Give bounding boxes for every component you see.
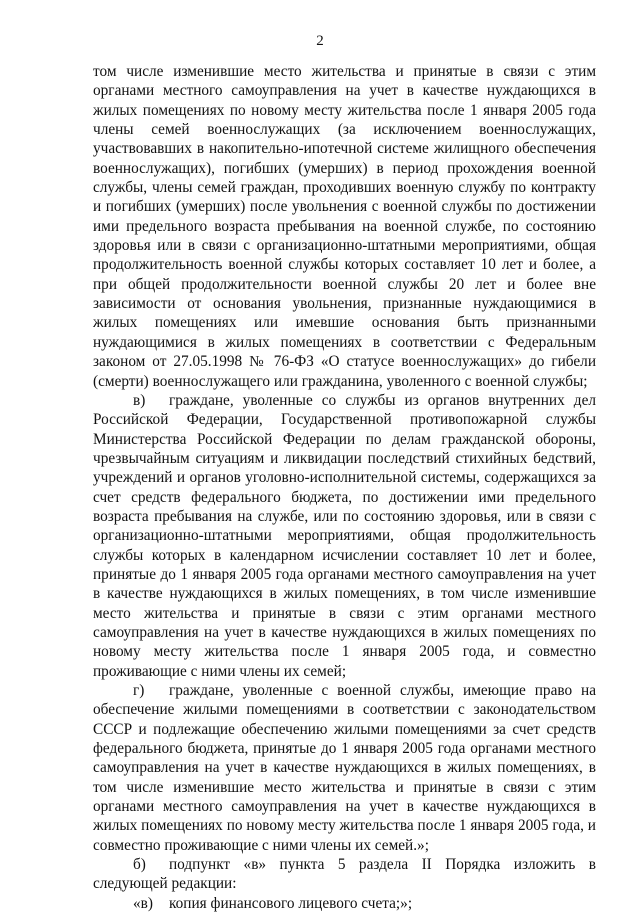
page-number: 2 <box>316 33 324 49</box>
list-marker: б) <box>133 856 146 874</box>
paragraph-text: том числе изменившие место жительства и принятые в связи с этим органами местного самоуправления на учет в качестве нуждающихся в жилых помещениях по новому месту жительства после 1 января 2005 года члены семей военнослужащих (за исключением военнослужащих, участвовавших в накопительно-ипотечной системе жилищного обеспечения военнослужащих), погибших (умерших) в период прохождения военной службы, члены семей граждан, проходивших военную службу по контракту и погибших (умерших) после увольнения с военной службы по достижении ими предельного возраста пребывания на военной службе, по состоянию здоровья или в связи с организационно-штатными мероприятиями, общая продолжительность военной службы которых составляет 10 лет и более, а при общей продолжительности военной службы 20 лет и более вне зависимости от основания увольнения, признанные нуждающимися в жилых помещениях или имевшие основания быть признанными нуждающимися в жилых помещениях в соответствии с Федеральным законом от 27.05.1998 № 76-ФЗ «О статусе военнослужащих» до гибели (смерти) военнослужащего или гражданина, уволенного с военной службы; <box>93 63 596 390</box>
list-marker: в) <box>133 391 146 409</box>
list-item-b <box>93 855 596 894</box>
paragraph-text: граждане, уволенные со службы из органов внутренних дел Российской Федерации, Государственной противопожарной службы Министерства Российской Федерации по делам гражданской обороны, чрезвычайным ситуациям и ликвидации последствий стихийных бедствий, учреждений и органов уголовно-исполнительной системы, содержащихся за счет средств федерального бюджета, по достижении ими предельного возраста пребывания на службе, или по состоянию здоровья, или в связи с организационно-штатными мероприятиями, общая продолжительность службы которых в календарном исчислении составляет 10 лет и более, принятые до 1 января 2005 года органами местного самоуправления на учет в качестве нуждающихся в жилых помещениях, в том числе изменившие место жительства и принятые в связи с этим органами местного самоуправления на учет в качестве нуждающихся в жилых помещениях по новому месту жительства после 1 января 2005 года, и совместно проживающие с ними члены их семей; <box>93 391 596 680</box>
paragraph-text: граждане, уволенные с военной службы, имеющие право на обеспечение жилыми помещениями в соответствии с законодательством СССР и подлежащие обеспечению жилыми помещениями за счет средств федерального бюджета, принятые до 1 января 2005 года органами местного самоуправления на учет в качестве нуждающихся в жилых помещениях, в том числе изменившие место жительства и принятые в связи с этим органами местного самоуправления на учет в качестве нуждающихся в жилых помещениях по новому месту жительства после 1 января 2005 года, и совместно проживающие с ними члены их семей.»; <box>93 682 596 854</box>
list-item-g <box>93 681 596 855</box>
paragraph-text: подпункт «в» пункта 5 раздела II Порядка изложить в следующей редакции: <box>93 856 596 893</box>
list-marker: «в) <box>133 894 153 912</box>
paragraph-continuation <box>93 62 596 391</box>
list-marker: г) <box>133 682 145 699</box>
list-item-v <box>93 391 596 681</box>
paragraph-text: копия финансового лицевого счета;»; <box>169 894 413 912</box>
quoted-subitem-v <box>93 894 596 913</box>
document-body <box>93 62 596 913</box>
